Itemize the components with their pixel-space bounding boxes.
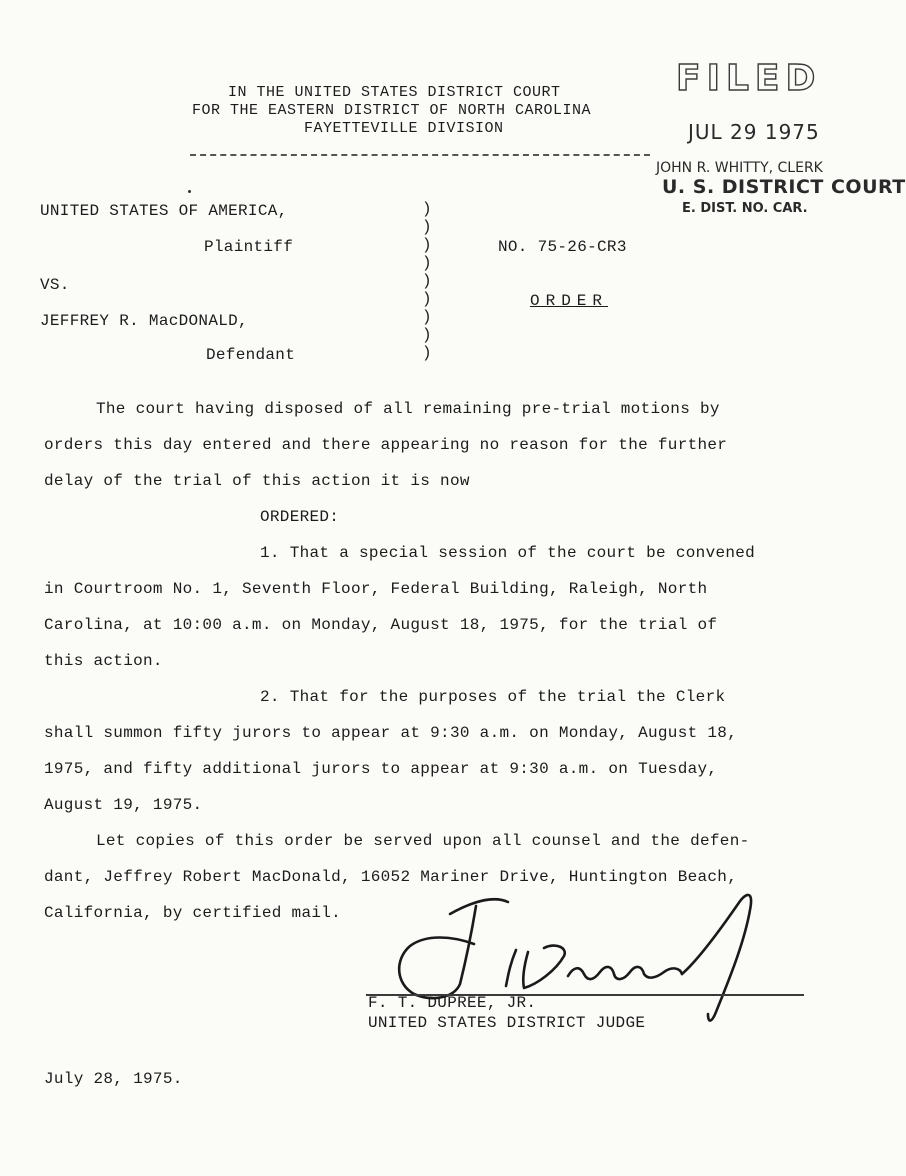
intro-line-3: delay of the trial of this action it is now — [44, 472, 470, 490]
filed-stamp-date: JUL 29 1975 — [688, 120, 820, 144]
case-number: NO. 75-26-CR3 — [498, 238, 627, 256]
item2-line-1: 2. That for the purposes of the trial the Clerk — [260, 688, 726, 706]
versus-label: VS. — [40, 276, 70, 294]
caption-court-name: IN THE UNITED STATES DISTRICT COURT — [228, 84, 561, 101]
filed-stamp-label: FILED — [676, 58, 822, 99]
item2-line-3: 1975, and fifty additional jurors to appear at 9:30 a.m. on Tuesday, — [44, 760, 718, 778]
item2-line-2: shall summon fifty jurors to appear at 9:30 a.m. on Monday, August 18, — [44, 724, 738, 742]
caption-division: FAYETTEVILLE DIVISION — [304, 120, 504, 137]
item1-line-4: this action. — [44, 652, 163, 670]
defendant-name: JEFFREY R. MacDONALD, — [40, 312, 248, 330]
order-date: July 28, 1975. — [44, 1070, 183, 1088]
filed-stamp-court: U. S. DISTRICT COURT — [662, 176, 906, 198]
copies-line-1: Let copies of this order be served upon all counsel and the defen- — [96, 832, 750, 850]
intro-line-2: orders this day entered and there appearing no reason for the further — [44, 436, 728, 454]
paper-speck — [188, 190, 191, 193]
caption-district: FOR THE EASTERN DISTRICT OF NORTH CAROLINA — [192, 102, 592, 119]
ordered-label: ORDERED: — [260, 508, 340, 526]
caption-rule — [190, 154, 650, 156]
item1-line-2: in Courtroom No. 1, Seventh Floor, Federal Building, Raleigh, North — [44, 580, 708, 598]
defendant-role: Defendant — [206, 346, 296, 364]
judge-title: UNITED STATES DISTRICT JUDGE — [368, 1014, 646, 1032]
item1-line-3: Carolina, at 10:00 a.m. on Monday, August 18, 1975, for the trial of — [44, 616, 718, 634]
plaintiff-name: UNITED STATES OF AMERICA, — [40, 202, 288, 220]
plaintiff-role: Plaintiff — [204, 238, 294, 256]
filed-stamp-clerk: JOHN R. WHITTY, CLERK — [656, 160, 823, 176]
document-title: ORDER — [530, 292, 609, 310]
copies-line-3: California, by certified mail. — [44, 904, 342, 922]
item1-line-1: 1. That a special session of the court be convened — [260, 544, 756, 562]
copies-line-2: dant, Jeffrey Robert MacDonald, 16052 Mariner Drive, Huntington Beach, — [44, 868, 738, 886]
caption-parenthesis-column: ) ) ) ) ) ) ) ) ) — [422, 200, 432, 362]
intro-line-1: The court having disposed of all remaining pre-trial motions by — [96, 400, 720, 418]
item2-line-4: August 19, 1975. — [44, 796, 203, 814]
judge-name: F. T. DUPREE, JR. — [368, 994, 537, 1012]
filed-stamp-district: E. DIST. NO. CAR. — [682, 201, 808, 216]
